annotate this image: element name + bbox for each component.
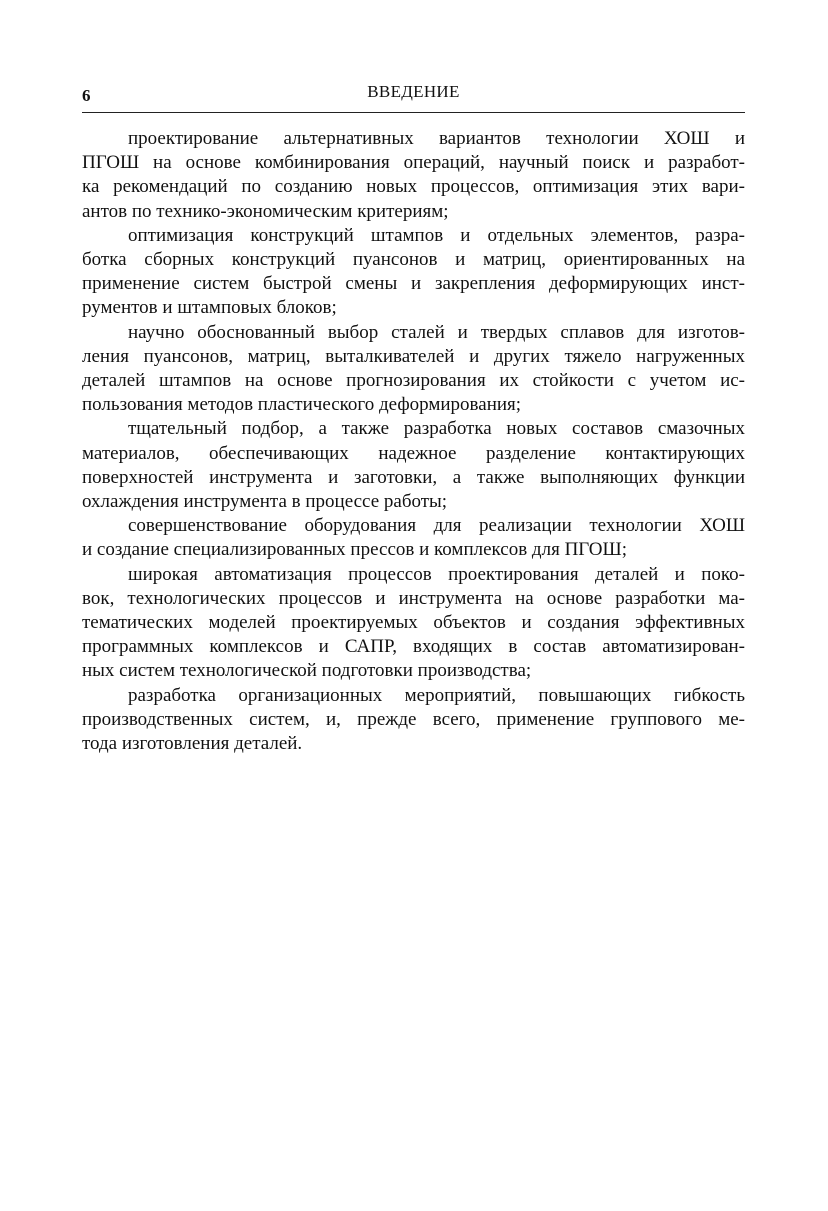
text-line: совершенствование оборудования для реализации технологии ХОШ [128, 515, 745, 537]
text-line: производственных систем, и, прежде всего, применение группового ме- [82, 708, 745, 730]
text-line: тщательный подбор, а также разработка новых составов смазочных [128, 418, 745, 440]
text-line: деталей штампов на основе прогнозирования их стойкости с учетом ис- [82, 370, 745, 392]
text-line: оптимизация конструкций штампов и отдельных элементов, разра- [128, 224, 745, 246]
paragraph-2 [82, 224, 745, 321]
text-line: проектирование альтернативных вариантов технологии ХОШ и [128, 128, 745, 149]
text-line: материалов, обеспечивающих надежное разделение контактирующих [82, 442, 745, 464]
page-number: 6 [82, 86, 91, 105]
text-line: охлаждения инструмента в процессе работы; [82, 491, 448, 513]
text-line: пользования методов пластического деформирования; [82, 394, 522, 416]
text-line: научно обоснованный выбор сталей и твердых сплавов для изготов- [128, 321, 745, 343]
page-header [82, 78, 745, 113]
text-line: тематических моделей проектируемых объектов и создания эффективных [82, 612, 745, 634]
paragraph-5 [82, 514, 745, 562]
text-line: применение систем быстрой смены и закрепления деформирующих инст- [82, 273, 745, 295]
paragraph-3 [82, 321, 745, 418]
document-page [82, 78, 745, 756]
text-line: ПГОШ на основе комбинирования операций, научный поиск и разработ- [82, 152, 745, 174]
text-line: разработка организационных мероприятий, повышающих гибкость [128, 684, 745, 706]
text-line: ботка сборных конструкций пуансонов и матриц, ориентированных на [82, 249, 745, 271]
text-line: ных систем технологической подготовки производства; [82, 660, 532, 682]
paragraph-6 [82, 563, 745, 684]
text-line: ка рекомендаций по созданию новых процессов, оптимизация этих вари- [82, 176, 745, 198]
text-line: и создание специализированных прессов и комплексов для ПГОШ; [82, 539, 627, 561]
text-line: антов по технико-экономическим критериям; [82, 200, 449, 222]
text-line: рументов и штамповых блоков; [82, 297, 337, 319]
paragraph-1 [82, 127, 745, 224]
text-line: широкая автоматизация процессов проектирования деталей и поко- [128, 563, 745, 585]
text-line: программных комплексов и САПР, входящих в состав автоматизирован- [82, 636, 745, 658]
text-line: вок, технологических процессов и инструмента на основе разработки ма- [82, 587, 745, 609]
text-line: ления пуансонов, матриц, выталкивателей и других тяжело нагруженных [82, 345, 745, 367]
paragraph-7 [82, 684, 745, 757]
body-text [82, 127, 745, 756]
running-title: ВВЕДЕНИЕ [367, 82, 460, 101]
text-line: тода изготовления деталей. [82, 733, 303, 755]
text-line: поверхностей инструмента и заготовки, а также выполняющих функции [82, 466, 745, 488]
paragraph-4 [82, 417, 745, 514]
